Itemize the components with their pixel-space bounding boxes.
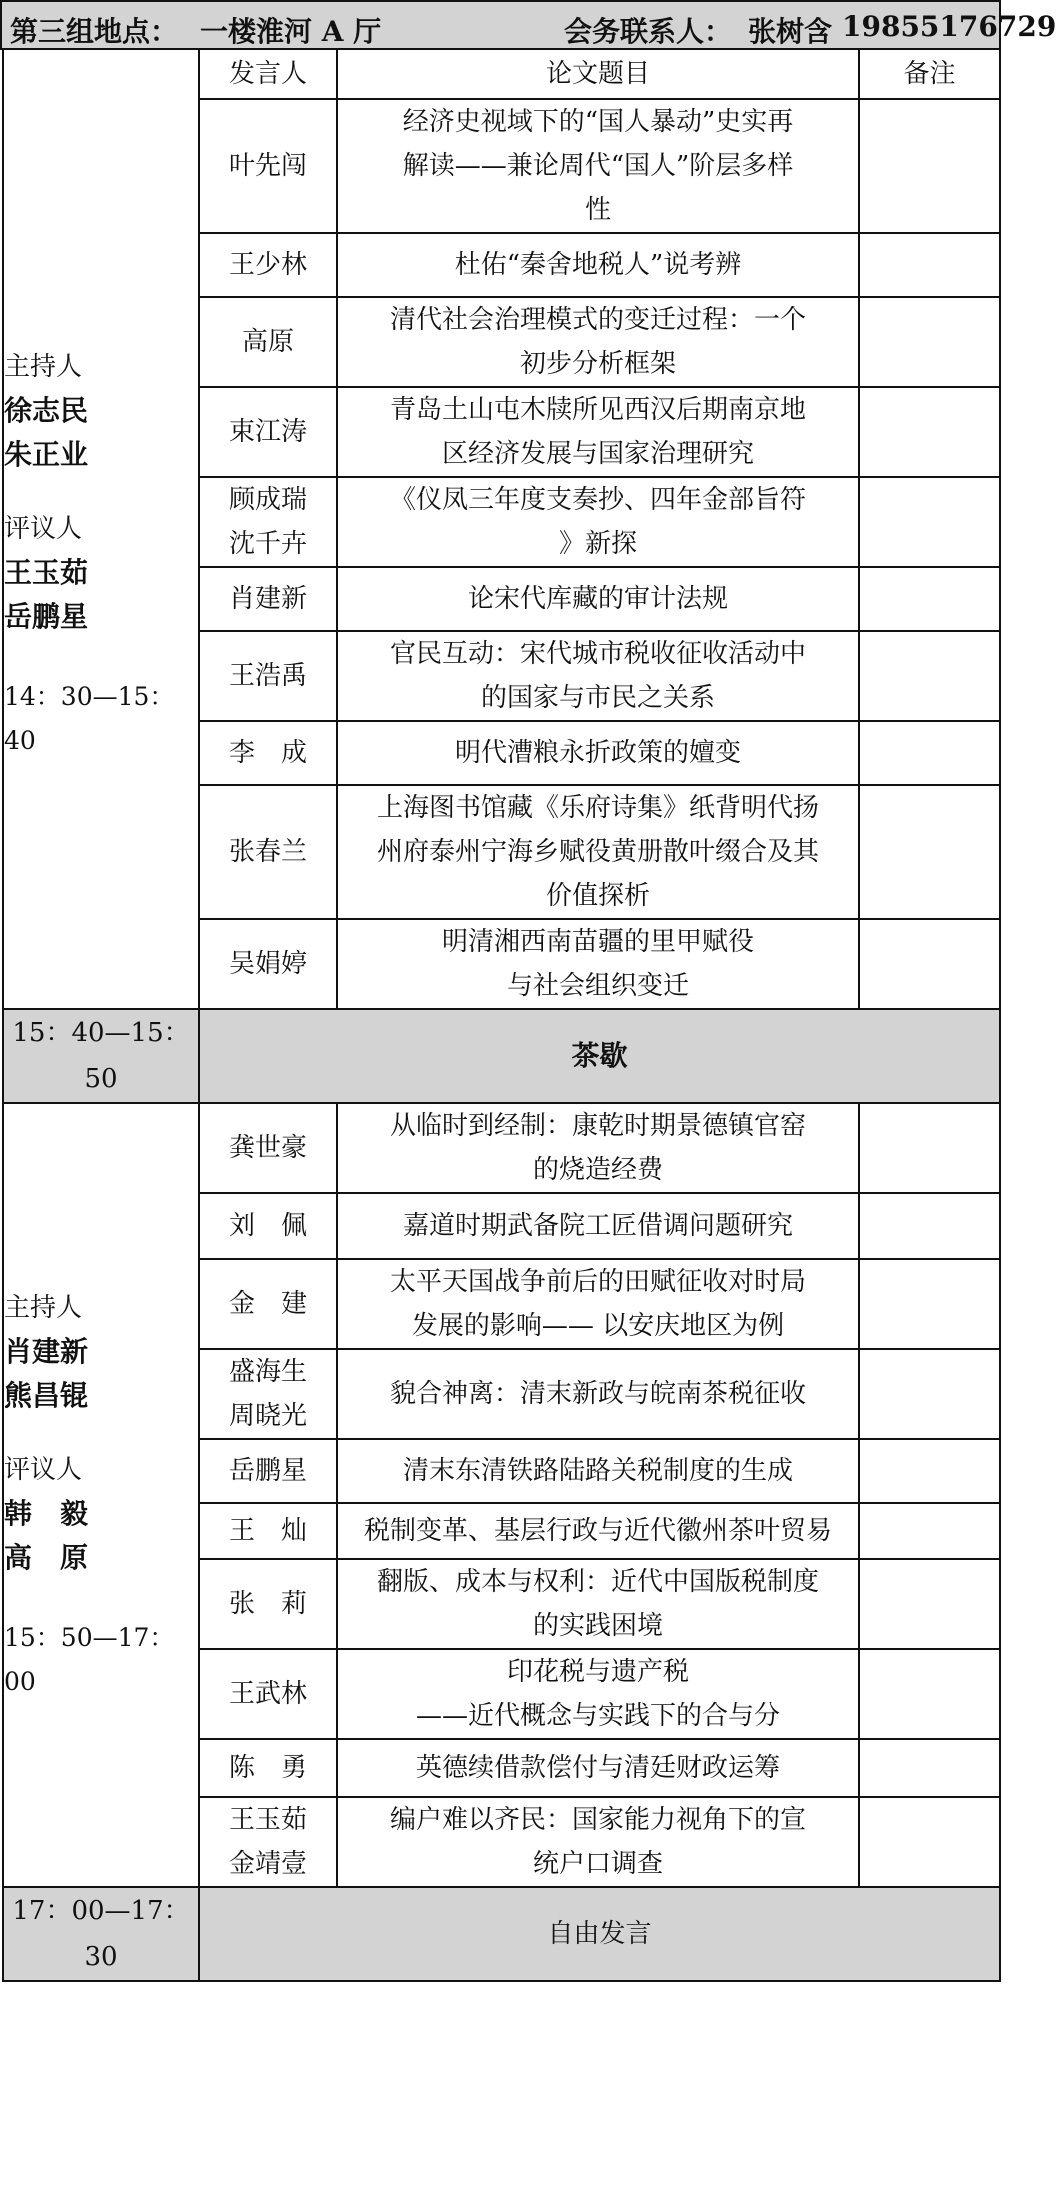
speaker-name-line: 龚世豪 xyxy=(228,1133,307,1163)
host-label: 主持人 xyxy=(4,1293,83,1323)
location-label: 第三组地点： xyxy=(10,15,179,48)
paper-title-line: 清末东清铁路陆路关税制度的生成 xyxy=(402,1456,793,1486)
paper-title-line: 解读——兼论周代“国人”阶层多样 xyxy=(402,151,794,181)
paper-title-cell xyxy=(337,387,859,477)
session-time: 14：30—15：40 xyxy=(4,681,175,755)
paper-title-cell xyxy=(337,1193,859,1259)
speaker-name-line: 李 成 xyxy=(228,738,307,768)
speaker-cell xyxy=(199,631,337,721)
paper-title-line: 的烧造经费 xyxy=(532,1155,663,1185)
note-cell xyxy=(859,387,1000,477)
speaker-name-line: 陈 勇 xyxy=(228,1753,307,1783)
speaker-name-line: 王浩禹 xyxy=(228,661,307,691)
paper-title-line: 英德续借款偿付与清廷财政运筹 xyxy=(415,1753,780,1783)
speaker-name-line: 岳鹏星 xyxy=(228,1456,307,1486)
speaker-cell xyxy=(199,1649,337,1739)
speaker-cell xyxy=(199,721,337,785)
speaker-cell xyxy=(199,1503,337,1559)
session2-side-info xyxy=(3,1103,199,1887)
note-cell xyxy=(859,1349,1000,1439)
paper-title-line: 编户难以齐民：国家能力视角下的宣 xyxy=(389,1805,806,1835)
paper-title-line: 论宋代库藏的审计法规 xyxy=(467,584,728,614)
paper-title-cell xyxy=(337,1439,859,1503)
commentator-name: 岳鹏星 xyxy=(4,599,89,633)
table-row xyxy=(3,1103,1000,1193)
paper-title-line: ——近代概念与实践下的合与分 xyxy=(415,1701,780,1731)
note-cell xyxy=(859,1649,1000,1739)
paper-title-cell xyxy=(337,233,859,297)
paper-title-cell xyxy=(337,1739,859,1797)
note-cell xyxy=(859,233,1000,297)
note-cell xyxy=(859,919,1000,1009)
note-cell xyxy=(859,1739,1000,1797)
paper-title-line: 区经济发展与国家治理研究 xyxy=(441,439,754,469)
paper-title-line: 嘉道时期武备院工匠借调问题研究 xyxy=(402,1211,793,1241)
paper-title-cell xyxy=(337,1559,859,1649)
host-name: 朱正业 xyxy=(4,437,89,471)
paper-title-cell xyxy=(337,99,859,233)
paper-title-cell xyxy=(337,1797,859,1887)
paper-title-line: 统户口调查 xyxy=(532,1849,663,1879)
table-row xyxy=(3,99,1000,233)
paper-title-line: 印花税与遗产税 xyxy=(506,1657,689,1687)
paper-title-line: 的国家与市民之关系 xyxy=(480,683,715,713)
paper-title-cell xyxy=(337,297,859,387)
break1-row xyxy=(3,1009,1000,1103)
speaker-cell xyxy=(199,1259,337,1349)
speaker-name-line: 高原 xyxy=(241,327,294,357)
spacer xyxy=(4,1418,198,1448)
paper-title-line: 太平天国战争前后的田赋征收对时局 xyxy=(389,1267,806,1297)
paper-title-line: 州府泰州宁海乡赋役黄册散叶缀合及其 xyxy=(376,837,819,867)
spacer xyxy=(4,639,198,669)
speaker-name-line: 周晓光 xyxy=(228,1401,307,1431)
note-cell xyxy=(859,297,1000,387)
paper-title-line: 初步分析框架 xyxy=(519,349,676,379)
contact-label: 会务联系人： xyxy=(564,15,733,48)
side-blank-header xyxy=(3,49,199,99)
spacer xyxy=(4,1580,198,1610)
speaker-name-line: 金靖壹 xyxy=(228,1849,307,1879)
speaker-name-line: 顾成瑞 xyxy=(228,485,307,515)
host-name: 徐志民 xyxy=(4,393,89,427)
speaker-cell xyxy=(199,387,337,477)
schedule-table xyxy=(2,48,1001,1982)
paper-title-cell xyxy=(337,477,859,567)
note-cell xyxy=(859,1797,1000,1887)
paper-title-line: 杜佑“秦舍地税人”说考辨 xyxy=(454,250,742,280)
paper-title-line: 价值探析 xyxy=(545,881,650,911)
note-cell xyxy=(859,785,1000,919)
note-cell xyxy=(859,1559,1000,1649)
paper-title-line: 青岛土山屯木牍所见西汉后期南京地 xyxy=(389,395,806,425)
speaker-cell xyxy=(199,1103,337,1193)
break-time: 15：40—15：50 xyxy=(3,1009,199,1103)
speaker-cell xyxy=(199,297,337,387)
session1-side-info xyxy=(3,99,199,1009)
speaker-cell xyxy=(199,1559,337,1649)
speaker-cell xyxy=(199,99,337,233)
paper-title-cell xyxy=(337,721,859,785)
note-cell xyxy=(859,567,1000,631)
paper-title-cell xyxy=(337,1103,859,1193)
paper-title-cell xyxy=(337,567,859,631)
paper-title-cell xyxy=(337,631,859,721)
col-speaker-header: 发言人 xyxy=(199,49,337,99)
location-value: 一楼淮河 A 厅 xyxy=(200,15,382,48)
host-label: 主持人 xyxy=(4,351,83,382)
spacer xyxy=(4,477,198,507)
note-cell xyxy=(859,1193,1000,1259)
speaker-name-line: 沈千卉 xyxy=(228,529,307,559)
paper-title-line: 翻版、成本与权利：近代中国版税制度 xyxy=(376,1567,819,1597)
paper-title-line: 貌合神离：清末新政与皖南茶税征收 xyxy=(389,1379,806,1409)
paper-title-cell xyxy=(337,919,859,1009)
commentator-name: 王玉茹 xyxy=(4,555,89,589)
note-cell xyxy=(859,1259,1000,1349)
speaker-name-line: 王 灿 xyxy=(228,1516,307,1546)
paper-title-cell xyxy=(337,1349,859,1439)
paper-title-line: 上海图书馆藏《乐府诗集》纸背明代扬 xyxy=(376,793,819,823)
speaker-name-line: 叶先闯 xyxy=(228,151,307,181)
paper-title-line: 性 xyxy=(584,195,611,225)
break2-row xyxy=(3,1887,1000,1981)
note-cell xyxy=(859,1503,1000,1559)
paper-title-line: 明清湘西南苗疆的里甲赋役 xyxy=(441,927,754,957)
paper-title-line: 》新探 xyxy=(558,529,637,559)
paper-title-line: 经济史视域下的“国人暴动”史实再 xyxy=(402,107,794,137)
col-note-header: 备注 xyxy=(859,49,1000,99)
note-cell xyxy=(859,631,1000,721)
speaker-cell xyxy=(199,919,337,1009)
col-title-header: 论文题目 xyxy=(337,49,859,99)
note-cell xyxy=(859,1439,1000,1503)
speaker-name-line: 吴娟婷 xyxy=(228,949,307,979)
speaker-cell xyxy=(199,1797,337,1887)
paper-title-line: 发展的影响—— 以安庆地区为例 xyxy=(411,1311,785,1341)
speaker-name-line: 王玉茹 xyxy=(228,1805,307,1835)
paper-title-line: 的实践困境 xyxy=(532,1611,663,1641)
paper-title-line: 《仪凤三年度支奏抄、四年金部旨符 xyxy=(389,485,806,515)
commentator-name: 韩 毅 xyxy=(4,1497,89,1530)
break-time: 17：00—17：30 xyxy=(3,1887,199,1981)
contact-name: 张树含 xyxy=(748,15,833,48)
note-cell xyxy=(859,721,1000,785)
note-cell xyxy=(859,1103,1000,1193)
speaker-cell xyxy=(199,1193,337,1259)
commentator-name: 高 原 xyxy=(4,1541,89,1574)
paper-title-line: 税制变革、基层行政与近代徽州茶叶贸易 xyxy=(363,1516,832,1546)
speaker-cell xyxy=(199,1739,337,1797)
speaker-cell xyxy=(199,1439,337,1503)
commentator-label: 评议人 xyxy=(4,513,83,544)
speaker-name-line: 金 建 xyxy=(228,1289,307,1319)
paper-title-cell xyxy=(337,1503,859,1559)
paper-title-cell xyxy=(337,1649,859,1739)
speaker-name-line: 张春兰 xyxy=(228,837,307,867)
speaker-cell xyxy=(199,233,337,297)
commentator-label: 评议人 xyxy=(4,1455,83,1485)
speaker-name-line: 束江涛 xyxy=(228,417,307,447)
column-header-row xyxy=(3,49,1000,99)
note-cell xyxy=(859,477,1000,567)
speaker-cell xyxy=(199,785,337,919)
speaker-cell xyxy=(199,477,337,567)
paper-title-line: 明代漕粮永折政策的嬗变 xyxy=(454,738,741,768)
speaker-name-line: 肖建新 xyxy=(228,584,307,614)
speaker-cell xyxy=(199,1349,337,1439)
speaker-name-line: 盛海生 xyxy=(228,1357,307,1387)
host-name: 肖建新 xyxy=(4,1335,89,1368)
host-name: 熊昌锟 xyxy=(4,1379,89,1412)
note-cell xyxy=(859,99,1000,233)
paper-title-cell xyxy=(337,785,859,919)
speaker-name-line: 王少林 xyxy=(228,250,307,280)
speaker-name-line: 刘 佩 xyxy=(228,1211,307,1241)
paper-title-cell xyxy=(337,1259,859,1349)
speaker-name-line: 张 莉 xyxy=(228,1589,307,1619)
paper-title-line: 与社会组织变迁 xyxy=(506,971,689,1001)
speaker-name-line: 王武林 xyxy=(228,1679,307,1709)
break-label: 自由发言 xyxy=(199,1887,1000,1981)
speaker-cell xyxy=(199,567,337,631)
session-time: 15：50—17：00 xyxy=(4,1623,175,1696)
paper-title-line: 从临时到经制：康乾时期景德镇官窑 xyxy=(389,1111,806,1141)
contact-phone: 19855176729 xyxy=(842,10,1056,43)
paper-title-line: 清代社会治理模式的变迁过程：一个 xyxy=(389,305,806,335)
break-label: 茶歇 xyxy=(199,1009,1000,1103)
paper-title-line: 官民互动：宋代城市税收征收活动中 xyxy=(389,639,806,669)
group-header xyxy=(0,0,1056,50)
